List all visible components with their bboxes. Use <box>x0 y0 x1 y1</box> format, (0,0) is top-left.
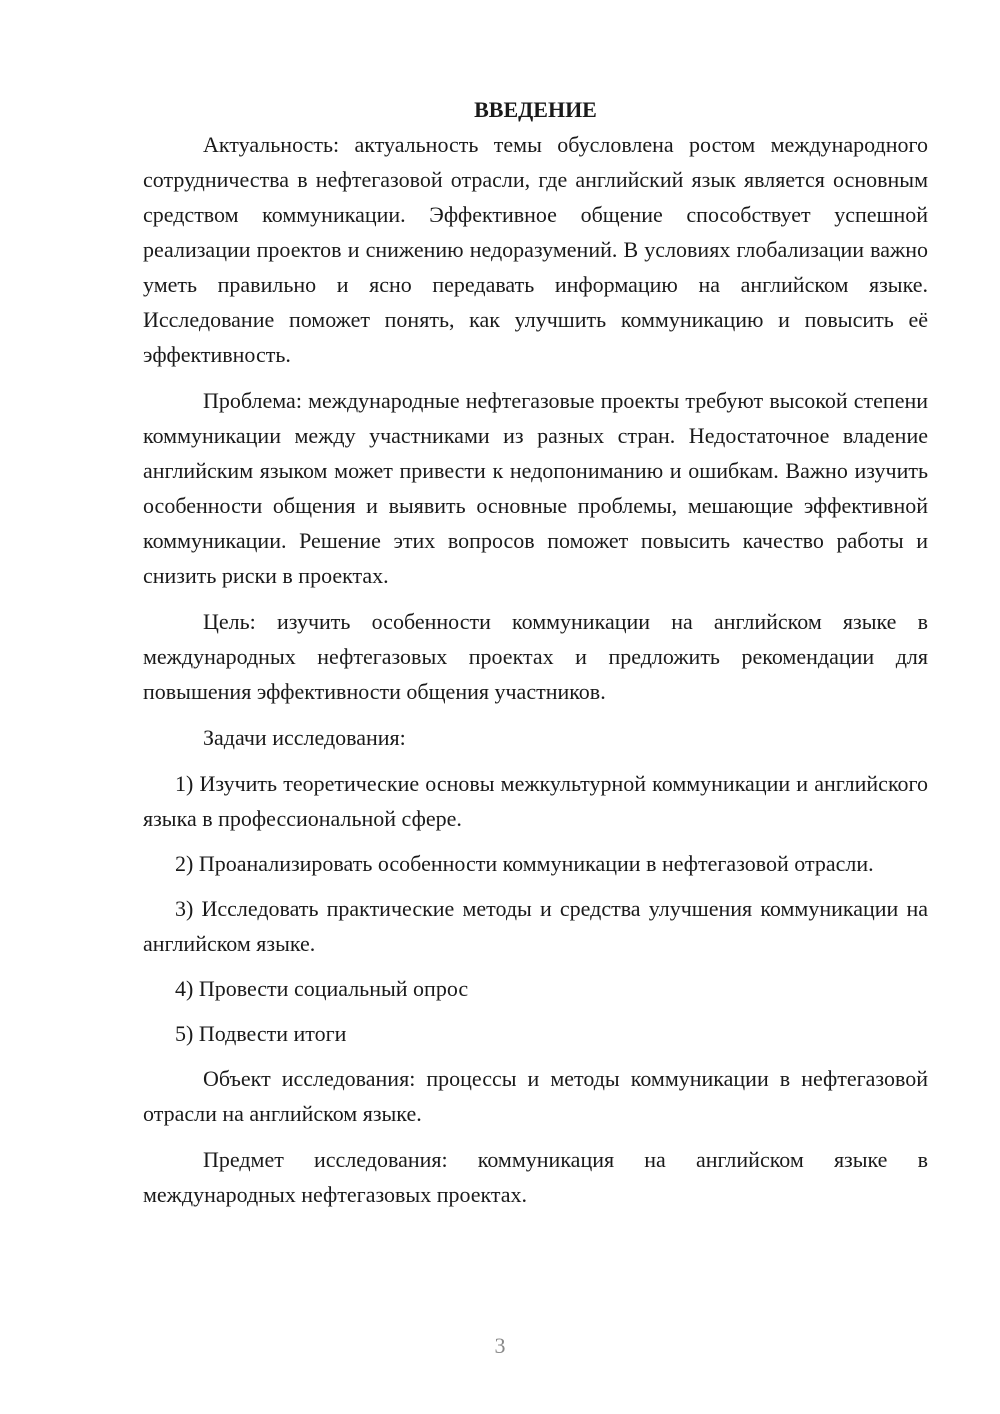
page-number: 3 <box>494 1333 506 1358</box>
task-item-1: 1) Изучить теоретические основы межкультурной коммуникации и английского языка в профессиональной сфере. <box>143 771 928 831</box>
paragraph-subject: Предмет исследования: коммуникация на английском языке в международных нефтегазовых проектах. <box>143 1147 928 1207</box>
task-item-3: 3) Исследовать практические методы и средства улучшения коммуникации на английском языке. <box>143 896 928 956</box>
tasks-heading: Задачи исследования: <box>203 725 406 750</box>
paragraph-problem: Проблема: международные нефтегазовые проекты требуют высокой степени коммуникации между участниками из разных стран. Недостаточное владение английским языком может привести к недопониманию и ошибкам. Важно изучить особенности общения и выявить основные проблемы, мешающие эффективной коммуникации. Решение этих вопросов поможет повысить качество работы и снизить риски в проектах. <box>143 388 928 588</box>
task-item-4: 4) Провести социальный опрос <box>175 976 469 1001</box>
paragraph-object: Объект исследования: процессы и методы коммуникации в нефтегазовой отрасли на английском языке. <box>143 1066 928 1126</box>
task-item-2: 2) Проанализировать особенности коммуникации в нефтегазовой отрасли. <box>175 851 874 876</box>
page-title: ВВЕДЕНИЕ <box>474 97 597 122</box>
task-item-5: 5) Подвести итоги <box>175 1021 347 1046</box>
page-content <box>143 95 928 1212</box>
paragraph-relevance: Актуальность: актуальность темы обусловлена ростом международного сотрудничества в нефтегазовой отрасли, где английский язык является основным средством коммуникации. Эффективное общение способствует успешной реализации проектов и снижению недоразумений. В условиях глобализации важно уметь правильно и ясно передавать информацию на английском языке. Исследование поможет понять, как улучшить коммуникацию и повысить её эффективность. <box>143 132 928 367</box>
paragraph-goal: Цель: изучить особенности коммуникации на английском языке в международных нефтегазовых проектах и предложить рекомендации для повышения эффективности общения участников. <box>143 609 928 704</box>
